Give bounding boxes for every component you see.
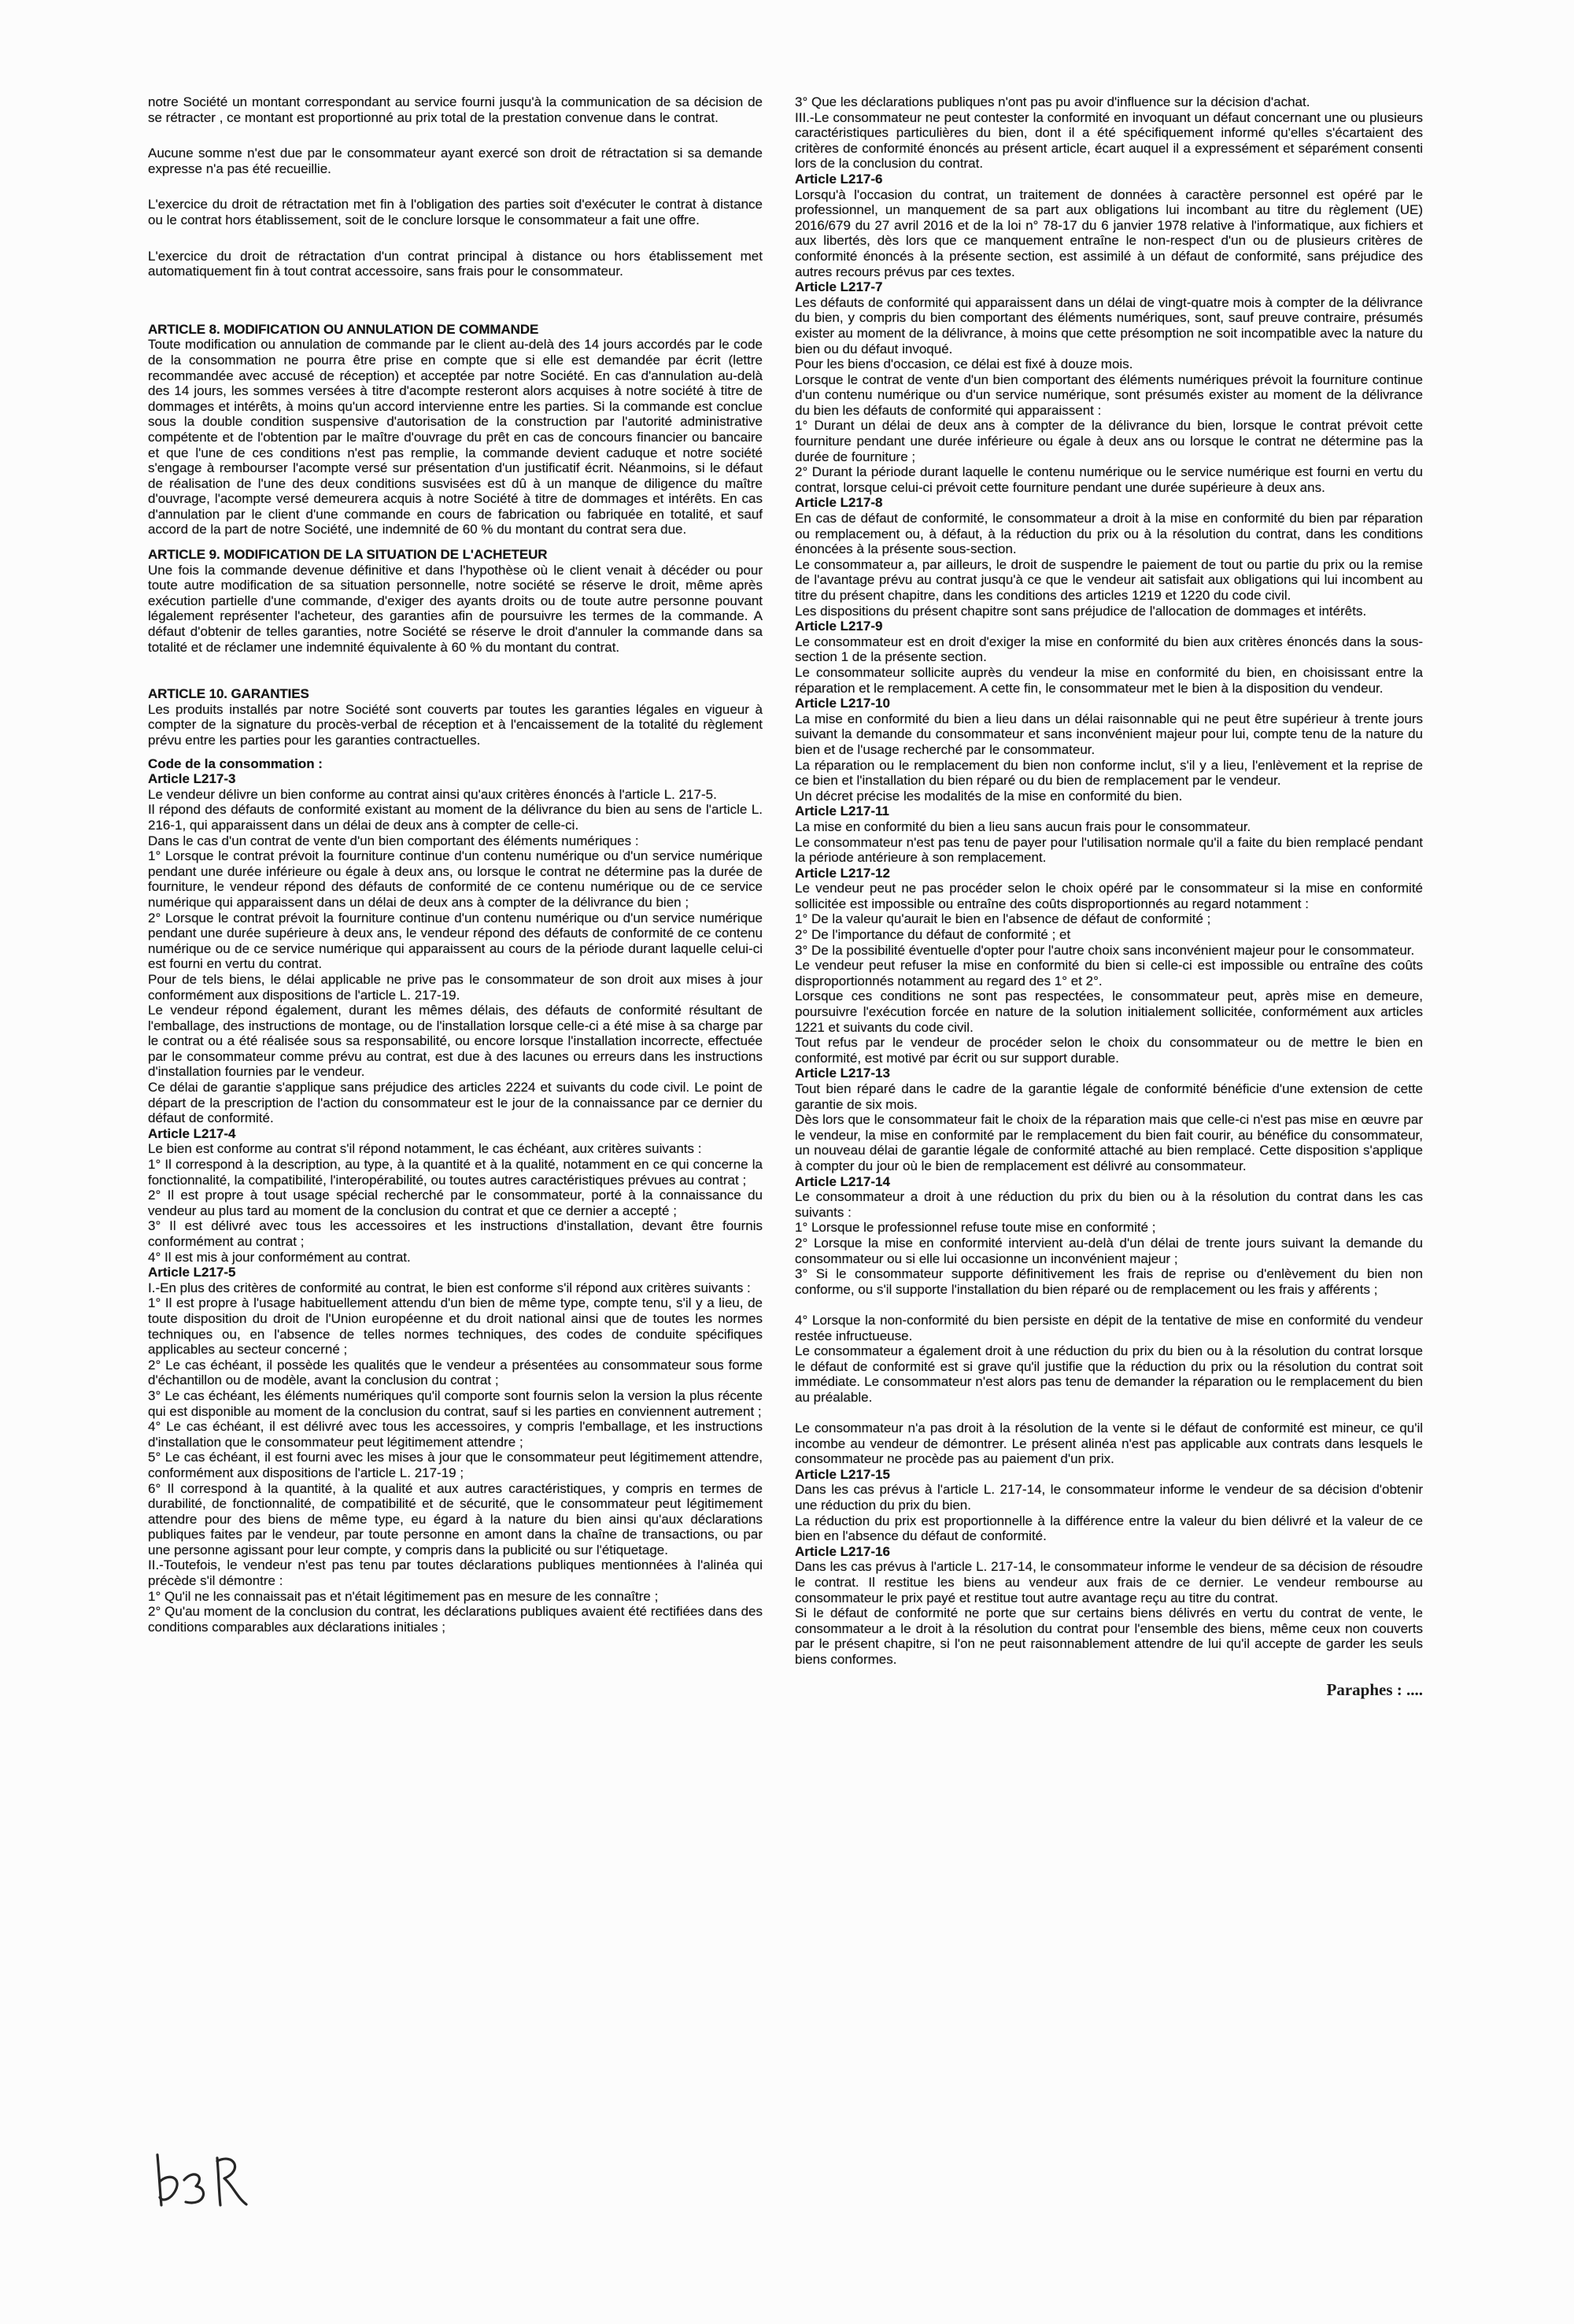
paragraph: Tout refus par le vendeur de procéder selon le choix du consommateur ou de mettre le bien en conformité, est motivé par écrit ou sur support durable. — [795, 1035, 1423, 1066]
initials-stroke — [160, 2177, 177, 2200]
article-l217-14-heading: Article L217-14 — [795, 1173, 890, 1189]
paragraph: Le vendeur peut refuser la mise en conformité du bien si celle-ci est impossible ou entraîne des coûts disproportionnés notamment au regard des 1° et 2°. — [795, 958, 1423, 988]
article-l217-4-heading: Article L217-4 — [148, 1125, 236, 1141]
article-l217-7-heading: Article L217-7 — [795, 279, 883, 295]
article-l217-5-heading: Article L217-5 — [148, 1265, 236, 1280]
paragraph: En cas de défaut de conformité, le consommateur a droit à la mise en conformité du bien par réparation ou remplacement ou, à défaut, à la réduction du prix ou à la résolution du contrat, dans les conditions énoncées à la présente sous-section. — [795, 511, 1423, 557]
paragraph: L'exercice du droit de rétractation d'un contrat principal à distance ou hors établissement met automatiquement fin à tout contrat accessoire, sans frais pour le consommateur. — [148, 248, 763, 279]
article-l217-3-heading: Article L217-3 — [148, 771, 236, 787]
list-item: 3° Si le consommateur supporte définitivement les frais de reprise ou d'enlèvement du bien non conforme, ou s'il supporte l'installation du bien réparé ou de remplacement ou les frais y afférents ; — [795, 1266, 1423, 1297]
paragraph: Dès lors que le consommateur fait le choix de la réparation mais que celle-ci n'est pas mise en œuvre par le vendeur, la mise en conformité par le remplacement du bien fait courir, au bénéfice du consommateur, un nouveau délai de garantie légale de conformité attaché au bien remplacé. Cette disposition s'applique à compter du jour où le bien de remplacement est délivré au consommateur. — [795, 1112, 1423, 1173]
list-item: 4° Lorsque la non-conformité du bien persiste en dépit de la tentative de mise en conformité du vendeur restée infructueuse. — [795, 1312, 1423, 1343]
list-item: 2° Lorsque la mise en conformité intervient au-delà d'un délai de trente jours suivant la demande du consommateur ou si elle lui occasionne un inconvénient majeur ; — [795, 1235, 1423, 1266]
article-10-heading: ARTICLE 10. GARANTIES — [148, 686, 309, 702]
list-item: 1° Lorsque le professionnel refuse toute mise en conformité ; — [795, 1220, 1156, 1236]
list-item: 2° Il est propre à tout usage spécial recherché par le consommateur, porté à la connaissance du vendeur au plus tard au moment de la conclusion du contrat et que ce dernier a accepté ; — [148, 1188, 763, 1218]
paragraph: I.-En plus des critères de conformité au contrat, le bien est conforme s'il répond aux critères suivants : — [148, 1280, 751, 1295]
list-item: 1° Qu'il ne les connaissait pas et n'était légitimement pas en mesure de les connaître ; — [148, 1588, 659, 1604]
paragraph: Tout bien réparé dans le cadre de la garantie légale de conformité bénéficie d'une extension de cette garantie de six mois. — [795, 1081, 1423, 1112]
list-item: 3° De la possibilité éventuelle d'opter pour l'autre choix sans inconvénient majeur pour le consommateur. — [795, 942, 1415, 958]
paragraph: notre Société un montant correspondant au service fourni jusqu'à la communication de sa décision de se rétracter , ce montant est proportionné au prix total de la prestation convenue dans le contrat. — [148, 94, 763, 125]
paragraph: Un décret précise les modalités de la mise en conformité du bien. — [795, 788, 1183, 804]
list-item: 3° Il est délivré avec tous les accessoires et les instructions d'installation, devant être fournis conformément au contrat ; — [148, 1218, 763, 1249]
list-item: 5° Le cas échéant, il est fourni avec les mises à jour que le consommateur peut légitimement attendre, conformément aux dispositions de l'article L. 217-19 ; — [148, 1450, 763, 1480]
paragraph: La réduction du prix est proportionnelle à la différence entre la valeur du bien délivré et la valeur de ce bien en l'absence du défaut de conformité. — [795, 1513, 1423, 1544]
list-item: 1° Durant un délai de deux ans à compter de la délivrance du bien, lorsque le contrat prévoit cette fourniture pendant une durée inférieure ou égale à deux ans ou lorsque le contrat ne détermine pas la durée de fourniture ; — [795, 418, 1423, 464]
right-column — [795, 94, 1423, 1699]
paragraph: Aucune somme n'est due par le consommateur ayant exercé son droit de rétractation si sa demande expresse n'a pas été recueillie. — [148, 146, 763, 176]
article-l217-6-heading: Article L217-6 — [795, 171, 883, 187]
article-l217-13-heading: Article L217-13 — [795, 1066, 890, 1081]
article-l217-9-heading: Article L217-9 — [795, 619, 883, 634]
list-item: 1° Il est propre à l'usage habituellement attendu d'un bien de même type, compte tenu, s'il y a lieu, de toute disposition du droit de l'Union européenne et du droit national ainsi que de toutes les normes techniques ou, en l'absence de telles normes techniques, des codes de conduite spécifiques applicables au secteur concerné ; — [148, 1295, 763, 1358]
article-l217-12-heading: Article L217-12 — [795, 865, 890, 881]
paragraph: Les dispositions du présent chapitre sont sans préjudice de l'allocation de dommages et intérêts. — [795, 603, 1367, 619]
paraphes-label: Paraphes : .... — [1326, 1679, 1423, 1699]
paragraph: Le bien est conforme au contrat s'il répond notamment, le cas échéant, aux critères suivants : — [148, 1141, 702, 1157]
list-item: 2° Le cas échéant, il possède les qualités que le vendeur a présentées au consommateur sous forme d'échantillon ou de modèle, avant la conclusion du contrat ; — [148, 1357, 763, 1388]
article-10-text: Les produits installés par notre Société sont couverts par toutes les garanties légales en vigueur à compter de la signature du procès-verbal de réception et à l'encaissement de la totalité du règlement prévu entre les parties pour les garanties contractuelles. — [148, 701, 763, 748]
list-item: 2° Durant la période durant laquelle le contenu numérique ou le service numérique est fourni en vertu du contrat, lorsque celui-ci prévoit cette fourniture pendant une durée supérieure à deux ans. — [795, 464, 1423, 495]
list-item: 3° Que les déclarations publiques n'ont pas pu avoir d'influence sur la décision d'achat. — [795, 94, 1310, 109]
paragraph: II.-Toutefois, le vendeur n'est pas tenu par toutes déclarations publiques mentionnées à l'alinéa qui précède s'il démontre : — [148, 1557, 763, 1589]
paragraph: Dans le cas d'un contrat de vente d'un bien comportant des éléments numériques : — [148, 833, 639, 848]
list-item: 2° Lorsque le contrat prévoit la fourniture continue d'un contenu numérique ou d'un service numérique pendant une durée supérieure à deux ans, le vendeur répond des défauts de conformité de ce contenu numérique ou de ce service numérique qui apparaissent au cours de la période durant laquelle celui-ci est fourni en vertu du contrat. — [148, 910, 763, 972]
article-l217-16-heading: Article L217-16 — [795, 1543, 890, 1559]
paragraph: Le consommateur sollicite auprès du vendeur la mise en conformité du bien, en choisissant entre la réparation et le remplacement. A cette fin, le consommateur met le bien à la disposition du vendeur. — [795, 664, 1423, 696]
paragraph: Le consommateur est en droit d'exiger la mise en conformité du bien aux critères énoncés dans la sous-section 1 de la présente section. — [795, 634, 1423, 665]
article-8-heading: ARTICLE 8. MODIFICATION OU ANNULATION DE COMMANDE — [148, 321, 539, 337]
code-consommation-title: Code de la consommation : — [148, 756, 323, 771]
list-item: 4° Il est mis à jour conformément au contrat. — [148, 1249, 411, 1265]
paragraph: La mise en conformité du bien a lieu dans un délai raisonnable qui ne peut être supérieur à trente jours suivant la demande du consommateur et sans inconvénient majeur pour lui, compte tenu de la nature du bien et de l'usage recherché par le consommateur. — [795, 711, 1423, 757]
list-item: 4° Le cas échéant, il est délivré avec tous les accessoires, y compris l'emballage, et les instructions d'installation que le consommateur peut légitimement attendre ; — [148, 1419, 763, 1450]
list-item: 1° Il correspond à la description, au type, à la quantité et à la qualité, notamment en ce qui concerne la fonctionnalité, la compatibilité, l'interopérabilité, ou toutes autres caractéristiques prévues au contrat ; — [148, 1157, 763, 1188]
paragraph: Les défauts de conformité qui apparaissent dans un délai de vingt-quatre mois à compter de la délivrance du bien, y compris du bien comportant des éléments numériques, sont, sauf preuve contraire, présumés exister au moment de la délivrance, à moins que cette présomption ne soit incompatible avec la nature du bien ou du défaut invoqué. — [795, 294, 1423, 357]
paragraph: L'exercice du droit de rétractation met fin à l'obligation des parties soit d'exécuter le contrat à distance ou le contrat hors établissement, soit de le conclure lorsque le consommateur a fait une offre. — [148, 197, 763, 227]
paragraph: Ce délai de garantie s'applique sans préjudice des articles 2224 et suivants du code civil. Le point de départ de la prescription de l'action du consommateur est le jour de la connaissance par ce dernier du défaut de conformité. — [148, 1080, 763, 1126]
article-9-text: Une fois la commande devenue définitive et dans l'hypothèse où le client venait à décéder ou pour toute autre modification de sa situation personnelle, notre société se réserve le droit, même après exécution partielle d'une commande, d'exiger des ayants droits ou de toute autre personne pouvant légalement représenter l'acheteur, des garanties afin de poursuivre les termes de la commande. A défaut d'obtenir de telles garanties, notre Société se réserve le droit d'annuler la commande dans sa totalité et de réclamer une indemnité équivalente à 60 % du montant du contrat. — [148, 562, 763, 655]
paragraph: Le consommateur a, par ailleurs, le droit de suspendre le paiement de tout ou partie du prix ou la remise de l'avantage prévu au contrat jusqu'à ce que le vendeur ait satisfait aux obligations qui lui incombent au titre du présent chapitre, dans les conditions des articles 1219 et 1220 du code civil. — [795, 556, 1423, 603]
paragraph: Le consommateur a droit à une réduction du prix du bien ou à la résolution du contrat dans les cas suivants : — [795, 1189, 1423, 1220]
list-item: 3° Le cas échéant, les éléments numériques qu'il comporte sont fournis selon la version la plus récente qui est disponible au moment de la conclusion du contrat, sauf si les parties en conviennent autrement ; — [148, 1387, 763, 1419]
article-l217-15-heading: Article L217-15 — [795, 1466, 890, 1482]
paragraph: Dans les cas prévus à l'article L. 217-14, le consommateur informe le vendeur de sa décision d'obtenir une réduction du prix du bien. — [795, 1482, 1423, 1513]
paragraph: Dans les cas prévus à l'article L. 217-14, le consommateur informe le vendeur de sa décision de résoudre le contrat. Il restitue les biens au vendeur aux frais de ce dernier. Le vendeur rembourse au consommateur le prix payé et restitue tout autre avantage reçu au titre du contrat. — [795, 1559, 1423, 1605]
list-item: 1° De la valeur qu'aurait le bien en l'absence de défaut de conformité ; — [795, 911, 1211, 927]
left-column — [148, 94, 763, 1635]
list-item: 6° Il correspond à la quantité, à la qualité et aux autres caractéristiques, y compris en termes de durabilité, de fonctionnalité, de compatibilité et de sécurité, que le consommateur peut légitimement attendre pour des biens de même type, eu égard à la nature du bien ainsi qu'aux déclarations publiques faites par le vendeur, par toute personne en amont dans la chaîne de transactions, ou par une personne agissant pour leur compte, y compris dans la publicité ou sur l'étiquetage. — [148, 1480, 763, 1557]
article-l217-11-heading: Article L217-11 — [795, 804, 890, 819]
article-8-text: Toute modification ou annulation de commande par le client au-delà des 14 jours accordés par le code de la consommation ne pourra être prise en compte que si elle est demandée par écrit (lettre recommandée avec accusé de réception) et acceptée par notre Société. En cas d'annulation au-delà des 14 jours, les sommes versées à titre d'acompte resteront alors acquises à notre société à titre de dommages et intérêts, à moins qu'un accord intervienne entre les parties. Si la commande est conclue sous la double condition suspensive d'autorisation de la construction par l'autorité administrative compétente et de l'obtention par le maître d'ouvrage du prêt en cas de concours financier ou bancaire et que l'une de ces conditions n'est pas remplie, la commande devient caduque et notre société s'engage à rembourser l'acompte versé sur présentation d'un justificatif écrit. Néanmoins, si le défaut de réalisation de l'une des deux conditions susvisées est dû à un manque de diligence du maître d'ouvrage, l'acompte versé demeurera acquis à notre Société à titre de dommages et intérêts. En cas d'annulation par le client d'une commande en cours de fabrication ou fabriquée en totalité, et sauf accord de la part de notre Société, une indemnité de 60 % du montant du contrat sera due. — [148, 337, 763, 538]
paragraph: Le vendeur délivre un bien conforme au contrat ainsi qu'aux critères énoncés à l'article L. 217-5. — [148, 786, 717, 802]
paragraph: Le consommateur n'a pas droit à la résolution de la vente si le défaut de conformité est mineur, ce qu'il incombe au vendeur de démontrer. Le présent alinéa n'est pas applicable aux contrats dans lesquels le consommateur ne procède pas au paiement d'un prix. — [795, 1421, 1423, 1467]
paragraph: Pour de tels biens, le délai applicable ne prive pas le consommateur de son droit aux mises à jour conformément aux dispositions de l'article L. 217-19. — [148, 971, 763, 1003]
paragraph: Pour les biens d'occasion, ce délai est fixé à douze mois. — [795, 357, 1133, 372]
handwritten-initials — [150, 2142, 252, 2213]
initials-stroke — [217, 2158, 220, 2205]
paragraph: Lorsqu'à l'occasion du contrat, un traitement de données à caractère personnel est opéré par le professionnel, un manquement de sa part aux obligations lui incombant au titre du règlement (UE) 2016/679 du 27 avril 2016 et de la loi n° 78-17 du 6 janvier 1978 relative à l'informatique, aux fichiers et aux libertés, dès lors que ce manquement entraîne le non-respect d'un ou de plusieurs critères de conformité énoncés à la présente section, est assimilé à un défaut de conformité, sans préjudice des autres recours prévus par ces textes. — [795, 187, 1423, 279]
paragraph: Le vendeur peut ne pas procéder selon le choix opéré par le consommateur si la mise en conformité sollicitée est impossible ou entraîne des coûts disproportionnés au regard notamment : — [795, 881, 1423, 911]
article-l217-10-heading: Article L217-10 — [795, 696, 890, 711]
initials-stroke — [184, 2174, 204, 2203]
paragraph: La mise en conformité du bien a lieu sans aucun frais pour le consommateur. — [795, 818, 1251, 834]
paragraph: Il répond des défauts de conformité existant au moment de la délivrance du bien au sens de l'article L. 216-1, qui apparaissent dans un délai de deux ans à compter de celle-ci. — [148, 802, 763, 833]
paragraph: III.-Le consommateur ne peut contester la conformité en invoquant un défaut concernant une ou plusieurs caractéristiques particulières du bien, dont il a été spécifiquement informé qu'elles s'écartaient des critères de conformité énoncés au présent article, écart auquel il a expressément et séparément consenti lors de la conclusion du contrat. — [795, 109, 1423, 172]
paragraph: Si le défaut de conformité ne porte que sur certains biens délivrés en vertu du contrat de vente, le consommateur a le droit à la résolution du contrat pour l'ensemble des biens, même ceux non couverts par le présent chapitre, si l'on ne peut raisonnablement attendre de lui qu'il accepte de garder les seuls biens conformes. — [795, 1605, 1423, 1667]
list-item: 1° Lorsque le contrat prévoit la fourniture continue d'un contenu numérique ou d'un service numérique pendant une durée inférieure ou égale à deux ans, ou lorsque le contrat ne détermine pas la durée de fourniture, le vendeur répond des défauts de conformité de ce contenu numérique ou de ce service numérique qui apparaissent dans un délai de deux ans à compter de la délivrance du bien ; — [148, 848, 763, 910]
paragraph: La réparation ou le remplacement du bien non conforme inclut, s'il y a lieu, l'enlèvement et la reprise de ce bien et l'installation du bien réparé ou du bien de remplacement par le vendeur. — [795, 757, 1423, 789]
initials-stroke — [217, 2159, 246, 2204]
list-item: 2° De l'importance du défaut de conformité ; et — [795, 927, 1071, 943]
paragraph: Le consommateur a également droit à une réduction du prix du bien ou à la résolution du contrat lorsque le défaut de conformité est si grave qu'il justifie que la réduction du prix ou la résolution du contrat soit immédiate. Le consommateur n'est alors pas tenu de demander la réparation ou le remplacement du bien au préalable. — [795, 1343, 1423, 1405]
paragraph: Lorsque ces conditions ne sont pas respectées, le consommateur peut, après mise en demeure, poursuivre l'exécution forcée en nature de la solution initialement sollicitée, conformément aux articles 1221 et suivants du code civil. — [795, 988, 1423, 1035]
article-l217-8-heading: Article L217-8 — [795, 495, 883, 511]
paragraph: Le vendeur répond également, durant les mêmes délais, des défauts de conformité résultant de l'emballage, des instructions de montage, ou de l'installation lorsque celle-ci a été mise à sa charge par le contrat ou a été réalisée sous sa responsabilité, ou encore lorsque l'installation incorrecte, effectuée par le consommateur comme prévu au contrat, est due à des lacunes ou erreurs dans les instructions d'installation fournies par le vendeur. — [148, 1003, 763, 1080]
article-9-heading: ARTICLE 9. MODIFICATION DE LA SITUATION DE L'ACHETEUR — [148, 547, 548, 563]
list-item: 2° Qu'au moment de la conclusion du contrat, les déclarations publiques avaient été rectifiées dans des conditions comparables aux déclarations initiales ; — [148, 1604, 763, 1635]
paragraph: Le consommateur n'est pas tenu de payer pour l'utilisation normale qu'il a faite du bien remplacé pendant la période antérieure à son remplacement. — [795, 834, 1423, 866]
paragraph: Lorsque le contrat de vente d'un bien comportant des éléments numériques prévoit la fourniture continue d'un contenu numérique ou d'un service numérique, sont présumés exister au moment de la délivrance du bien les défauts de conformité qui apparaissent : — [795, 371, 1423, 418]
